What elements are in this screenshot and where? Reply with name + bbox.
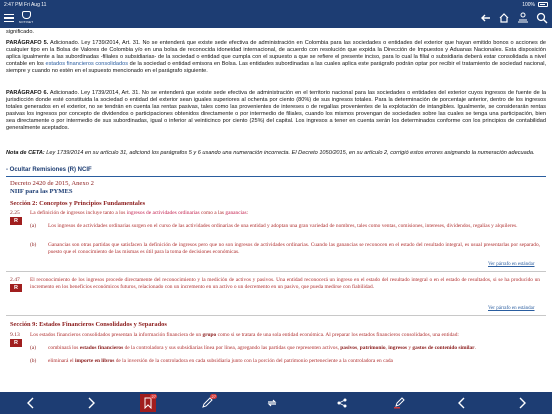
divider — [6, 271, 546, 272]
ceta-note: Nota de CETA: Ley 1739/2014 en su artículo 31, adicionó los parágrafos 5 y 6 usando una numeración incorrecta. El Decreto 1050/2015, en su artículo 2, corrigió estos errores asignando la numeración adecuada. — [6, 150, 535, 156]
section-2-title: Sección 2: Conceptos y Principios Fundamentales — [10, 200, 146, 207]
paragrafo-6: PARÁGRAFO 6. Adicionado. Ley 1739/2014, Art. 31. No se entenderá que existe sede efectiva de administración en el territorio nacional para las sociedades o entidades del exterior cuyos ingresos de fuente de la jurisdicción donde esté constituida la sociedad o entidad del exterior sean iguales superiores al ochenta por ciento (80%) de sus ingresos totales. Para la determinación de porcentaje anterior, dentro de los ingresos totales generados en el exterior, no se tendrán en cuenta las rentas pasivas, tales como las provenientes de intereses o de regalías provenientes de la explotación de intangibles. Igualmente, se considerarán rentas pasivas los ingresos por concepto de dividendos o participaciones obtenidos directamente o por intermedio de filiales, cuando los mismos provengan de sociedades sobre las cuales se tenga una participación, bien sea directamente o por intermedio de sus subordinadas, igual o inferior al veinticinco por ciento (25%) del capital. Los ingresos a tener en cuenta serán los determinados conforme con los principios de contabilidad generalmente aceptados. — [6, 90, 546, 132]
nav-bar — [0, 9, 552, 28]
item-label-b: (b) — [30, 242, 37, 248]
bottom-toolbar — [0, 392, 552, 414]
status-time: 2:47 PM Fri Aug 11 — [4, 1, 47, 8]
remision-badge[interactable]: R — [10, 284, 22, 292]
paragraph-225: La definición de ingresos incluye tanto a los ingresos de actividades ordinarias como a las ganancias: — [30, 210, 249, 216]
notes-count-badge: 27 — [211, 394, 216, 399]
highlighter-icon[interactable] — [392, 396, 406, 410]
sync-icon[interactable] — [265, 396, 279, 410]
remision-badge[interactable]: R — [10, 217, 22, 225]
menu-list-icon[interactable] — [4, 13, 14, 23]
ver-parrafo-link[interactable]: Ver párrafo en estándar — [488, 262, 535, 267]
item-label-a: (a) — [30, 345, 36, 351]
search-icon[interactable] — [536, 12, 548, 24]
chevron-right-icon[interactable] — [515, 396, 529, 410]
remision-badge[interactable]: R — [10, 339, 22, 347]
paragraph-number: 2.25 — [10, 210, 20, 216]
divider — [6, 176, 546, 177]
item-label-a: (a) — [30, 223, 36, 229]
paragraph-913-a: combinará los estados financieros de la controladora y sus subsidiarias línea por línea, agregando las partidas que representen activos, pasivos, patrimonio, ingresos y gastos de contenido similar. — [48, 345, 476, 351]
logo-icon[interactable]: NOTINET — [19, 11, 33, 25]
status-bar — [0, 0, 552, 9]
divider — [6, 315, 546, 316]
chevron-right-icon[interactable] — [84, 396, 98, 410]
decree-title: Decreto 2420 de 2015, Anexo 2 — [10, 180, 94, 187]
paragraph-225-a: Los ingresos de actividades ordinarias surgen en el curso de las actividades ordinarias de una entidad y adoptan una gran variedad de nombres, tales como ventas, comisiones, intereses, dividendos, regalías y alquileres. — [48, 223, 518, 229]
paragraph-number: 2.47 — [10, 277, 20, 283]
home-icon[interactable] — [498, 12, 510, 24]
bookmark-count-badge: 27 — [151, 394, 156, 399]
battery-percent: 100% — [522, 1, 535, 8]
share-icon[interactable] — [335, 396, 349, 410]
document-content — [0, 28, 552, 392]
chevron-left-icon[interactable] — [24, 396, 38, 410]
reader-icon[interactable] — [516, 12, 530, 24]
paragraph-225-b: Ganancias son otras partidas que satisfacen la definición de ingresos pero que no son ingresos de actividades ordinarias. Cuando las ganancias se reconocen en el estado del resultado integral, es usual presentarlas por separado, puesto que el conocimiento de las mismas es útil para la toma de decisiones económicas. — [48, 242, 540, 255]
item-label-b: (b) — [30, 358, 37, 364]
ocultar-remisiones-toggle[interactable]: - Ocultar Remisiones (R) NCIF — [6, 167, 92, 173]
niif-subtitle: NIIF para las PYMES — [10, 188, 73, 195]
top-fragment: significado. — [6, 29, 34, 35]
back-arrow-icon[interactable] — [480, 12, 492, 24]
section-9-title: Sección 9: Estados Financieros Consolidados y Separados — [10, 321, 167, 328]
chevron-left-icon[interactable] — [455, 396, 469, 410]
paragraph-247: El reconocimiento de los ingresos procede directamente del reconocimiento y la medición de activos y pasivos. Una entidad reconocerá un ingreso en el estado del resultado integral o en el estado de resultados, si se ha producido un incremento en los beneficios económicos futuros, relacionado con un incremento en un activo o un decremento en un pasivo, que pueda medirse con fiabilidad. — [30, 277, 540, 290]
paragrafo-5: PARÁGRAFO 5. Adicionado. Ley 1739/2014, Art. 31. No se entenderá que existe sede efectiva de administración en Colombia para las sociedades o entidades del exterior que hayan emitido bonos o acciones de cualquier tipo en la Bolsa de Valores de Colombia y/o en una bolsa de reconocida idoneidad internacional, de acuerdo con resolución que expida la Dirección de Impuestos y Aduanas Nacionales. Esta disposición aplica igualmente a las subordinadas -filiales o subsidiarias- de la sociedad o entidad que cumpla con el supuesto a que se refiere el presente inciso, para lo cual la filial o subsidiaria deberá estar consolidada a nivel contable en los estados financieros consolidados de la sociedad o entidad emisora en Bolsa. Las entidades subordinadas a las cuales aplica este parágrafo podrán optar por recibir el tratamiento de sociedad nacional, siempre y cuando no estén en el supuesto mencionado en el parágrafo siguiente. — [6, 40, 546, 75]
paragraph-913-b: eliminará el importe en libros de la inversión de la controladora en cada subsidiaria junto con la porción del patrimonio perteneciente a la controladora en cada — [48, 358, 393, 364]
paragraph-number: 9.13 — [10, 332, 20, 338]
battery-icon — [538, 2, 548, 7]
ver-parrafo-link[interactable]: Ver párrafo en estándar — [488, 306, 535, 311]
estados-financieros-link[interactable]: estados financieros consolidados — [45, 61, 129, 68]
paragraph-913: Los estados financieros consolidados presentan la información financiera de un grupo como si se tratara de una sola entidad económica. Al preparar los estados financieros consolidados, una entidad: — [30, 332, 459, 338]
